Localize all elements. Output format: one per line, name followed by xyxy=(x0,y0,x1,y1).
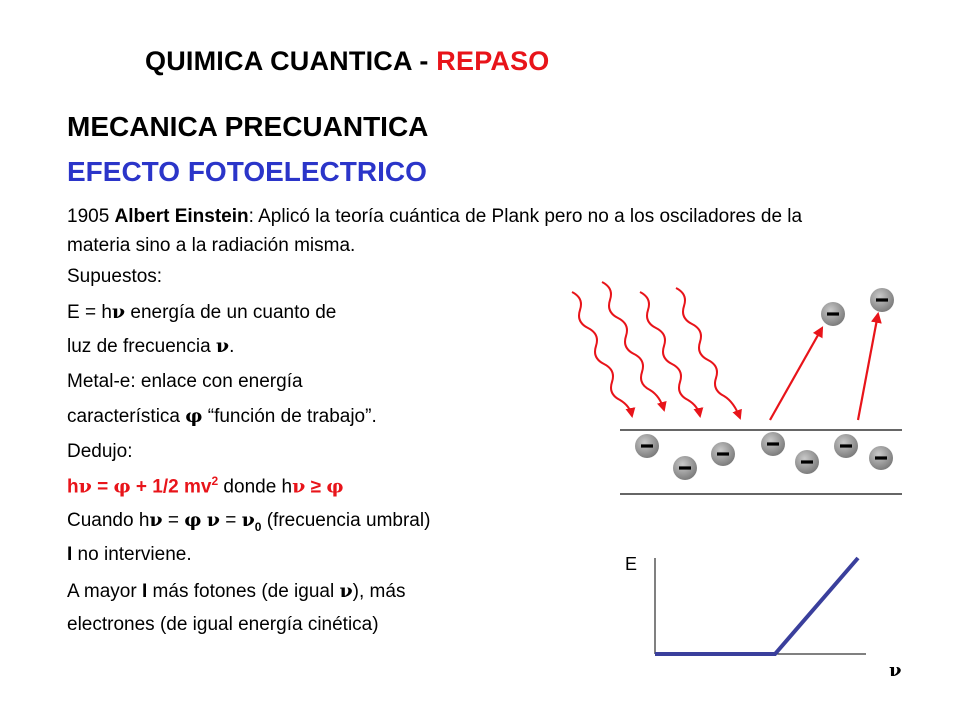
bound-electron xyxy=(834,434,858,458)
when-equals: = xyxy=(162,510,185,531)
nu-symbol: ν xyxy=(339,580,353,602)
when-text-a: Cuando h xyxy=(67,510,150,531)
supuestos-line: Supuestos: xyxy=(67,266,163,287)
phi-symbol: φ xyxy=(184,509,202,531)
freq-text-b: . xyxy=(229,336,235,357)
bound-electron xyxy=(711,442,735,466)
intensity-text: no interviene. xyxy=(72,544,192,565)
phi-symbol: φ xyxy=(185,405,203,427)
char-text-b: “función de trabajo”. xyxy=(202,406,377,427)
energy-text-a: E = h xyxy=(67,302,112,323)
nu-subscript: 0 xyxy=(254,519,262,534)
characteristic-line xyxy=(67,405,377,428)
nu-symbol: ν xyxy=(149,509,163,531)
freq-text-a: luz de frecuencia xyxy=(67,336,216,357)
threshold-line xyxy=(67,509,430,534)
bound-electron xyxy=(869,446,893,470)
nu-symbol: ν xyxy=(78,475,92,498)
photon-wave xyxy=(572,292,632,416)
nu-symbol: ν xyxy=(206,509,220,531)
phi-symbol: φ xyxy=(113,475,131,498)
energy-text-b: energía de un cuanto de xyxy=(125,302,337,323)
nu-symbol: ν xyxy=(111,301,126,323)
eq-geq: ≥ xyxy=(305,476,327,498)
bound-electron xyxy=(635,434,659,458)
eq-equals: = xyxy=(91,476,114,498)
graph-x-label: ν xyxy=(889,660,902,681)
frequency-line xyxy=(67,335,234,358)
mayor-line xyxy=(67,580,405,603)
title-accent: REPASO xyxy=(436,46,550,76)
when-text-e: (frecuencia umbral) xyxy=(261,510,431,531)
intro-year: 1905 xyxy=(67,206,115,227)
intro-name: Albert Einstein xyxy=(114,206,249,227)
bound-electron xyxy=(761,432,785,456)
eq-donde: donde h xyxy=(218,476,293,498)
section-subheading: EFECTO FOTOELECTRICO xyxy=(67,156,427,187)
intensity-line xyxy=(67,544,192,566)
electron-trajectory xyxy=(858,314,878,420)
page-title xyxy=(145,46,550,77)
electron-trajectory xyxy=(770,328,822,420)
electrones-line: electrones (de igual energía cinética) xyxy=(67,614,379,635)
mayor-text-b: más fotones (de igual xyxy=(147,581,340,602)
intro-paragraph xyxy=(67,202,847,260)
eq-h: h xyxy=(67,476,79,498)
eq-kinetic: + 1/2 mv xyxy=(130,476,212,498)
einstein-equation xyxy=(67,474,344,498)
title-main: QUIMICA CUANTICA - xyxy=(145,46,437,76)
when-equals-2: = xyxy=(219,510,242,531)
section-heading: MECANICA PRECUANTICA xyxy=(67,111,429,142)
metal-line: Metal-e: enlace con energía xyxy=(67,371,303,392)
bound-electron xyxy=(673,456,697,480)
char-text-a: característica xyxy=(67,406,186,427)
nu-symbol: ν xyxy=(215,335,230,357)
bound-electron xyxy=(795,450,819,474)
energy-curve xyxy=(655,558,858,654)
energy-line xyxy=(67,301,336,324)
mayor-text-a: A mayor xyxy=(67,581,142,602)
free-electron xyxy=(821,302,845,326)
mayor-text-c: ), más xyxy=(352,581,406,602)
intro-text: : Aplicó la teoría cuántica de Plank pero no a los osciladores de la materia sino a la radiación misma. xyxy=(67,206,803,256)
energy-frequency-graph xyxy=(610,548,910,688)
dedujo-line: Dedujo: xyxy=(67,441,133,462)
eq-superscript: 2 xyxy=(211,474,219,488)
intensity-symbol: I xyxy=(141,581,148,602)
photoelectric-diagram xyxy=(560,278,920,508)
free-electron xyxy=(870,288,894,312)
graph-y-label: E xyxy=(625,554,638,574)
phi-symbol: φ xyxy=(326,475,344,498)
intensity-symbol: I xyxy=(67,544,73,565)
nu-zero-symbol: ν xyxy=(241,509,255,531)
nu-symbol: ν xyxy=(292,475,306,498)
photon-wave xyxy=(640,292,700,416)
